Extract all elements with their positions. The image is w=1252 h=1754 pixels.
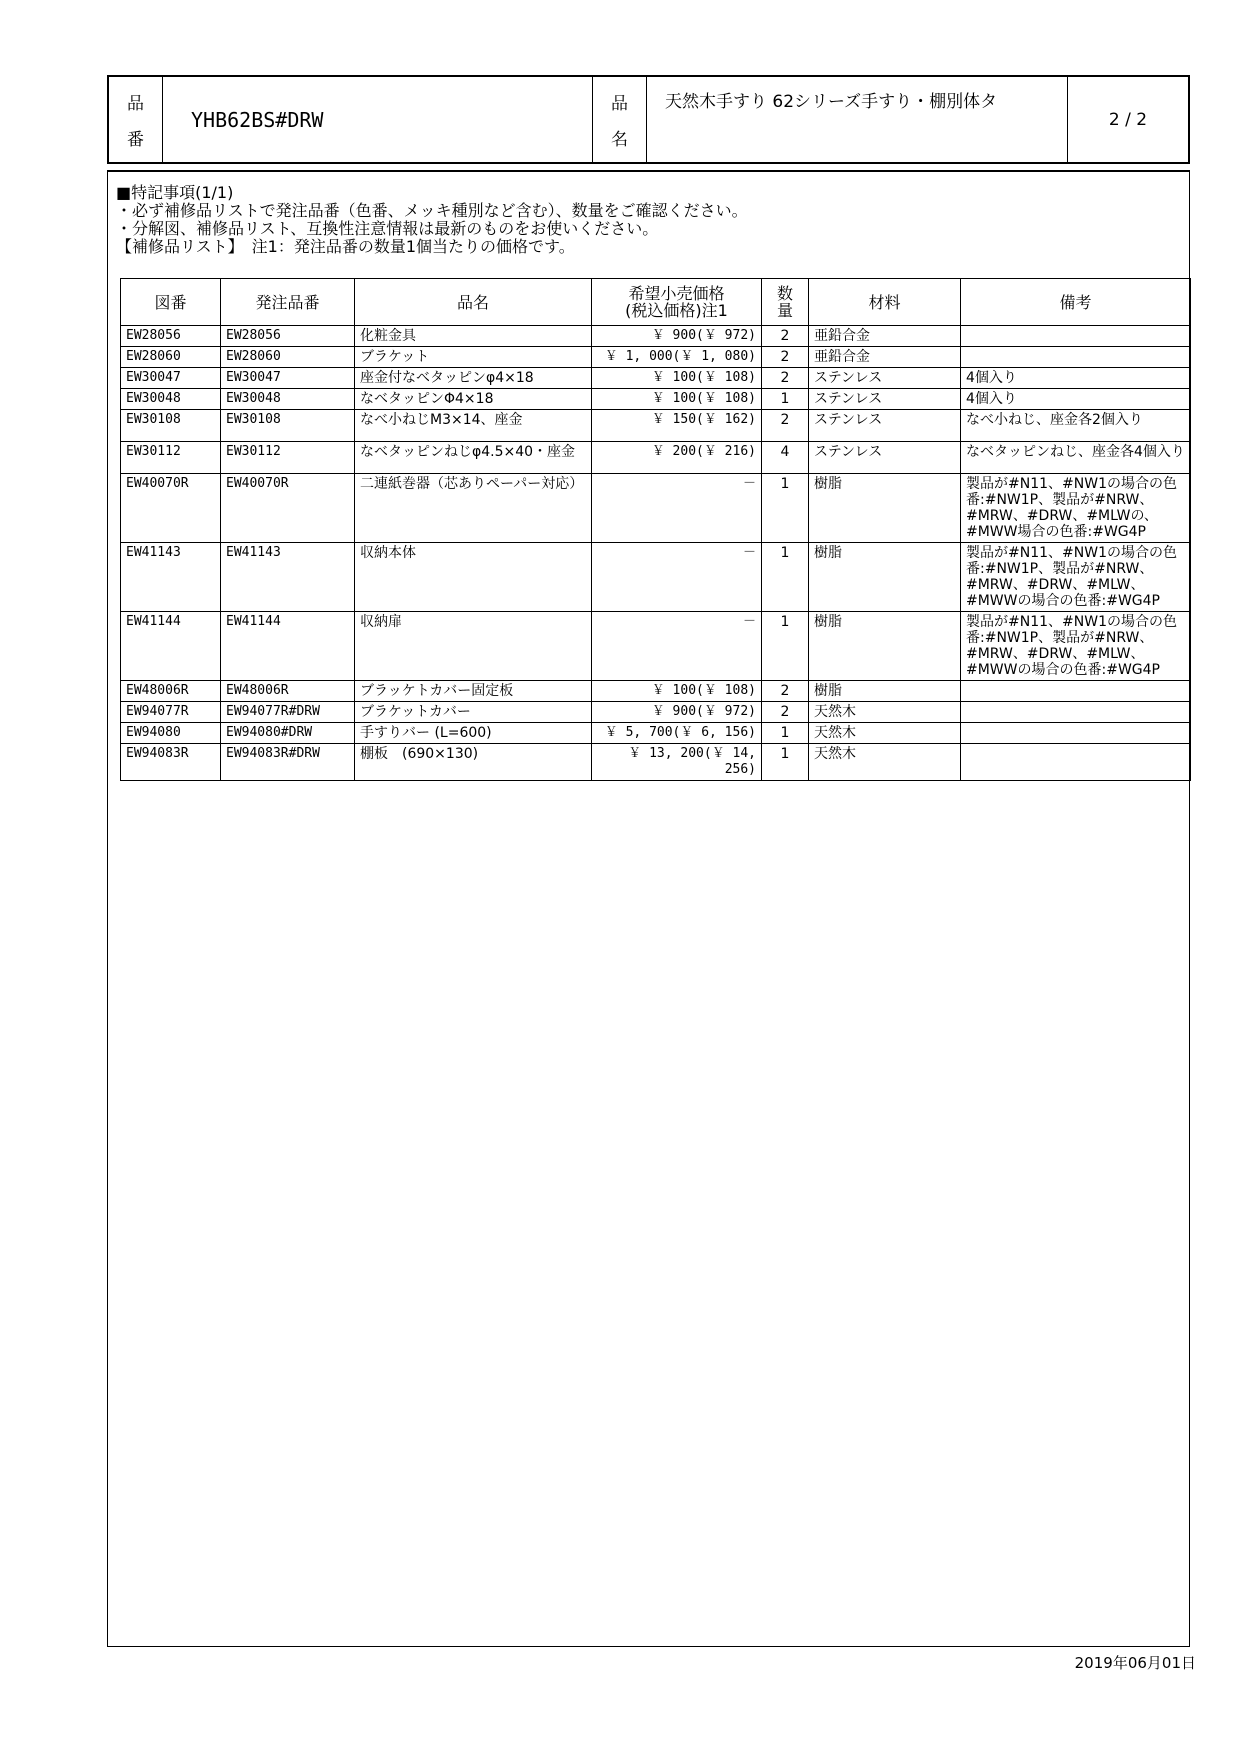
table-row: [121, 681, 1191, 702]
cell-remarks: 製品が#N11、#NW1の場合の色番:#NW1P、製品が#NRW、#MRW、#DRW、#MLW、#MWWの場合の色番:#WG4P: [961, 543, 1191, 612]
cell-fig-no: EW28060: [121, 347, 221, 368]
notes-title: ■特記事項(1/1): [116, 183, 234, 202]
cell-material: 天然木: [809, 723, 961, 744]
cell-qty: 2: [762, 347, 809, 368]
col-fig-no: 図番: [121, 279, 221, 326]
cell-qty: 2: [762, 410, 809, 442]
cell-qty: 2: [762, 702, 809, 723]
cell-qty: 1: [762, 474, 809, 543]
table-row: [121, 744, 1191, 781]
cell-fig-no: EW40070R: [121, 474, 221, 543]
cell-item-name: なべ小ねじM3×14、座金: [355, 410, 592, 442]
cell-fig-no: EW30108: [121, 410, 221, 442]
cell-qty: 4: [762, 442, 809, 474]
cell-item-name: 化粧金具: [355, 326, 592, 347]
cell-material: ステンレス: [809, 442, 961, 474]
header-box: [107, 75, 1190, 164]
cell-material: ステンレス: [809, 368, 961, 389]
cell-fig-no: EW94080: [121, 723, 221, 744]
cell-price: －: [592, 474, 762, 543]
notes-line-1: ・必ず補修品リストで発注品番（色番、メッキ種別など含む）、数量をご確認ください。: [116, 201, 748, 220]
parts-list-heading: 【補修品リスト】 注1：発注品番の数量1個当たりの価格です。: [116, 237, 575, 256]
cell-remarks: 製品が#N11、#NW1の場合の色番:#NW1P、製品が#NRW、#MRW、#DRW、#MLW、#MWWの場合の色番:#WG4P: [961, 612, 1191, 681]
cell-order-no: EW41143: [221, 543, 355, 612]
cell-material: ステンレス: [809, 410, 961, 442]
cell-item-name: ブラケット: [355, 347, 592, 368]
name-label-1: 品: [611, 93, 628, 114]
table-row: [121, 474, 1191, 543]
cell-fig-no: EW28056: [121, 326, 221, 347]
cell-material: 樹脂: [809, 474, 961, 543]
table-row: [121, 326, 1191, 347]
code-label-1: 品: [127, 93, 144, 114]
product-name: 天然木手すり 62シリーズ手すり・棚別体タ: [647, 77, 1068, 162]
cell-price: ￥ 200(￥ 216): [592, 442, 762, 474]
cell-item-name: 収納本体: [355, 543, 592, 612]
table-row: [121, 543, 1191, 612]
code-label: [109, 77, 163, 162]
notes-line-2: ・分解図、補修品リスト、互換性注意情報は最新のものをお使いください。: [116, 219, 659, 238]
product-code: YHB62BS#DRW: [163, 77, 593, 162]
name-label-2: 名: [611, 130, 628, 151]
cell-item-name: ブラッケトカバー固定板: [355, 681, 592, 702]
cell-remarks: [961, 723, 1191, 744]
cell-order-no: EW30108: [221, 410, 355, 442]
cell-order-no: EW48006R: [221, 681, 355, 702]
code-label-2: 番: [127, 130, 144, 151]
cell-order-no: EW41144: [221, 612, 355, 681]
cell-price: ￥ 13, 200(￥ 14, 256): [592, 744, 762, 781]
col-remarks: 備考: [961, 279, 1191, 326]
cell-fig-no: EW30112: [121, 442, 221, 474]
cell-remarks: [961, 326, 1191, 347]
cell-material: 天然木: [809, 744, 961, 781]
cell-order-no: EW94080#DRW: [221, 723, 355, 744]
cell-qty: 2: [762, 368, 809, 389]
cell-material: 樹脂: [809, 612, 961, 681]
cell-qty: 1: [762, 612, 809, 681]
cell-remarks: なべ小ねじ、座金各2個入り: [961, 410, 1191, 442]
issue-date: 2019年06月01日: [1074, 1654, 1196, 1672]
cell-order-no: EW40070R: [221, 474, 355, 543]
cell-item-name: ブラケットカバー: [355, 702, 592, 723]
cell-material: 亜鉛合金: [809, 347, 961, 368]
cell-item-name: なベタッピンねじφ4.5×40・座金: [355, 442, 592, 474]
cell-order-no: EW30048: [221, 389, 355, 410]
cell-material: 樹脂: [809, 543, 961, 612]
cell-price: －: [592, 543, 762, 612]
cell-price: ￥ 150(￥ 162): [592, 410, 762, 442]
cell-fig-no: EW41143: [121, 543, 221, 612]
cell-qty: 2: [762, 326, 809, 347]
cell-price: ￥ 100(￥ 108): [592, 389, 762, 410]
cell-item-name: 手すりバー (L=600): [355, 723, 592, 744]
cell-fig-no: EW41144: [121, 612, 221, 681]
cell-order-no: EW28056: [221, 326, 355, 347]
cell-item-name: 座金付なベタッピンφ4×18: [355, 368, 592, 389]
name-label: [593, 77, 647, 162]
cell-price: ￥ 900(￥ 972): [592, 702, 762, 723]
col-qty: 数 量: [762, 279, 809, 326]
cell-remarks: 4個入り: [961, 389, 1191, 410]
cell-remarks: [961, 702, 1191, 723]
table-row: [121, 702, 1191, 723]
cell-qty: 2: [762, 681, 809, 702]
cell-order-no: EW28060: [221, 347, 355, 368]
cell-fig-no: EW30047: [121, 368, 221, 389]
table-row: [121, 410, 1191, 442]
cell-qty: 1: [762, 744, 809, 781]
cell-qty: 1: [762, 723, 809, 744]
cell-fig-no: EW30048: [121, 389, 221, 410]
table-row: [121, 368, 1191, 389]
cell-price: －: [592, 612, 762, 681]
cell-remarks: なベタッピンねじ、座金各4個入り: [961, 442, 1191, 474]
cell-price: ￥ 100(￥ 108): [592, 368, 762, 389]
cell-item-name: 収納扉: [355, 612, 592, 681]
cell-remarks: [961, 681, 1191, 702]
cell-remarks: [961, 744, 1191, 781]
cell-price: ￥ 5, 700(￥ 6, 156): [592, 723, 762, 744]
table-row: [121, 723, 1191, 744]
cell-material: ステンレス: [809, 389, 961, 410]
cell-qty: 1: [762, 543, 809, 612]
cell-item-name: 棚板 (690×130): [355, 744, 592, 781]
cell-material: 亜鉛合金: [809, 326, 961, 347]
table-header-row: [121, 279, 1191, 326]
cell-price: ￥ 900(￥ 972): [592, 326, 762, 347]
col-material: 材料: [809, 279, 961, 326]
cell-remarks: [961, 347, 1191, 368]
cell-order-no: EW30112: [221, 442, 355, 474]
col-order-no: 発注品番: [221, 279, 355, 326]
parts-table: [120, 278, 1191, 781]
page-number: 2 / 2: [1108, 109, 1148, 130]
col-item-name: 品名: [355, 279, 592, 326]
cell-item-name: なベタッピンΦ4×18: [355, 389, 592, 410]
cell-qty: 1: [762, 389, 809, 410]
cell-fig-no: EW48006R: [121, 681, 221, 702]
cell-fig-no: EW94083R: [121, 744, 221, 781]
table-row: [121, 612, 1191, 681]
main-content: [107, 170, 1190, 1647]
cell-remarks: 製品が#N11、#NW1の場合の色番:#NW1P、製品が#NRW、#MRW、#DRW、#MLWの、#MWW場合の色番:#WG4P: [961, 474, 1191, 543]
cell-order-no: EW94083R#DRW: [221, 744, 355, 781]
special-notes: [116, 184, 748, 256]
table-row: [121, 389, 1191, 410]
table-row: [121, 347, 1191, 368]
col-price: 希望小売価格 (税込価格)注1: [592, 279, 762, 326]
cell-remarks: 4個入り: [961, 368, 1191, 389]
cell-fig-no: EW94077R: [121, 702, 221, 723]
cell-order-no: EW30047: [221, 368, 355, 389]
cell-price: ￥ 1, 000(￥ 1, 080): [592, 347, 762, 368]
cell-material: 樹脂: [809, 681, 961, 702]
table-row: [121, 442, 1191, 474]
cell-material: 天然木: [809, 702, 961, 723]
cell-item-name: 二連紙巻器（芯ありペーパー対応）: [355, 474, 592, 543]
cell-order-no: EW94077R#DRW: [221, 702, 355, 723]
cell-price: ￥ 100(￥ 108): [592, 681, 762, 702]
